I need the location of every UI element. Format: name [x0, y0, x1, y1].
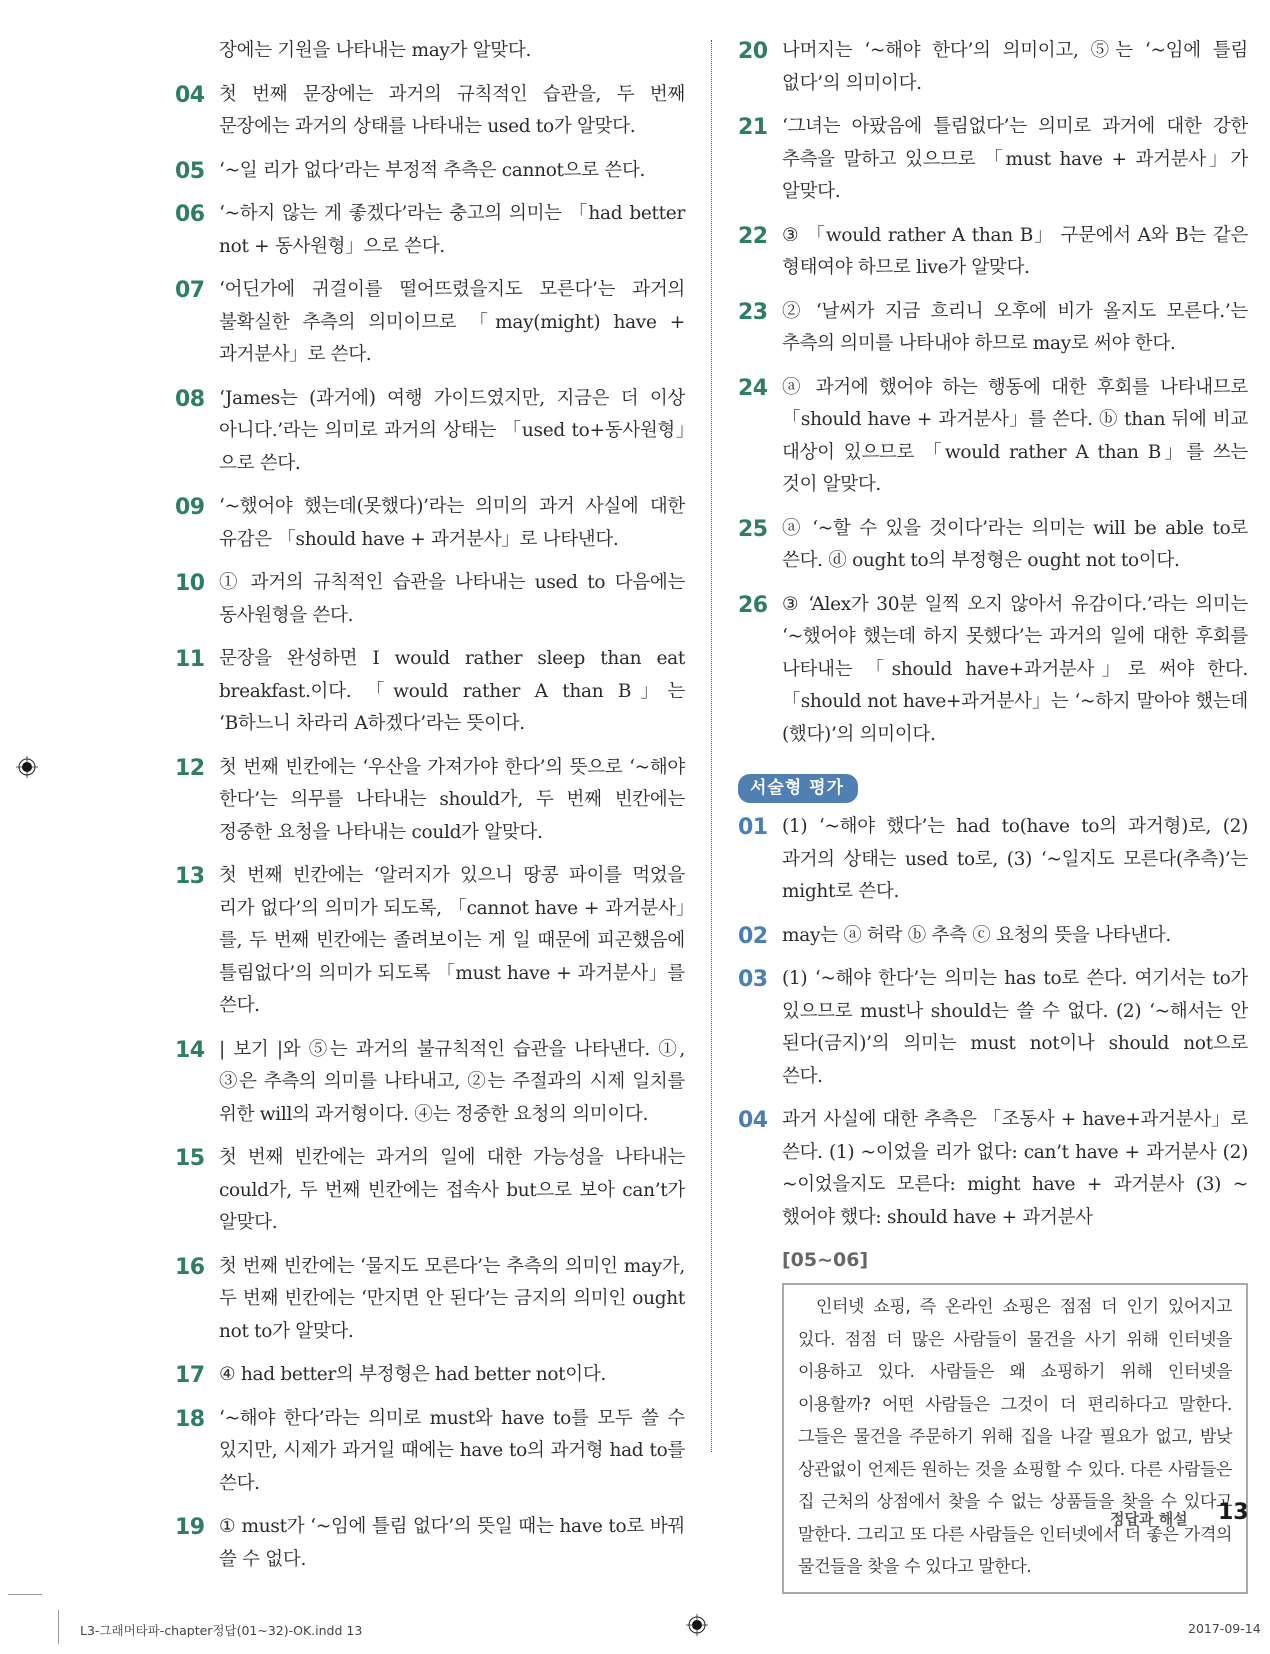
right-column: [738, 35, 1248, 1594]
answer-text: 나머지는 ‘~해야 한다’의 의미이고, ⑤는 ‘~임에 틀림 없다’의 의미이다.: [782, 40, 1248, 94]
answer-number: 15: [175, 1146, 205, 1171]
answer-text: ‘~했어야 했는데(못했다)’라는 의미의 과거 사실에 대한 유감은 「should have + 과거분사」로 나타낸다.: [219, 496, 685, 550]
print-slug-filename: L3-그래머타파-chapter정답(01~32)-OK.indd 13: [80, 1623, 363, 1638]
answer-number: 05: [175, 158, 205, 184]
page-number: 13: [1218, 1500, 1249, 1525]
answer-text: ③ ‘Alex가 30분 일찍 오지 않아서 유감이다.’라는 의미는 ‘~했어야 했는데 하지 못했다’는 과거의 일에 대한 후회를 나타내는 「should have+과거분사」로 써야 한다. 「should not have+과거분사」는 ‘~하지 말아야 했는데 (했다)’의 의미이다.: [782, 593, 1248, 745]
answer-number: 18: [175, 1406, 205, 1432]
registration-mark-icon: [16, 756, 38, 778]
answer-number: 09: [175, 495, 205, 520]
passage-range-label: [05~06]: [782, 1249, 869, 1271]
answer-number: 04: [175, 82, 205, 108]
answer-number: 10: [175, 571, 205, 596]
answer-number: 23: [738, 299, 768, 325]
answer-number: 03: [738, 967, 768, 992]
answer-text: 첫 번째 문장에는 과거의 규칙적인 습관을, 두 번째 문장에는 과거의 상태를 나타내는 used to가 알맞다.: [219, 83, 685, 137]
answer-item: [175, 1034, 685, 1132]
written-answer-item: [738, 1104, 1248, 1234]
answer-number: 13: [175, 864, 205, 889]
answer-item: [738, 372, 1248, 502]
answer-text: ‘~하지 않는 게 좋겠다’라는 충고의 의미는 「had better not + 동사원형」으로 쓴다.: [219, 203, 685, 257]
answer-item: [175, 383, 685, 481]
answer-number: 06: [175, 202, 205, 227]
answer-number: 22: [738, 223, 768, 249]
answer-item: [175, 198, 685, 263]
answer-item: [175, 752, 685, 850]
answer-number: 20: [738, 39, 768, 64]
answer-number: 04: [738, 1108, 768, 1133]
answer-text: ⓐ ‘~할 수 있을 것이다’라는 의미는 will be able to로 쓴다. ⓓ ought to의 부정형은 ought not to이다.: [782, 517, 1248, 571]
answer-text: 과거 사실에 대한 추측은 「조동사 + have+과거분사」로 쓴다. (1) ~이었을 리가 없다: can’t have + 과거분사 (2) ~이었을지도 모른다: might have + 과거분사 (3) ~했어야 했다: should have + 과거분사: [782, 1109, 1248, 1228]
answer-text: (1) ‘~해야 한다’는 의미는 has to로 쓴다. 여기서는 to가 있으므로 must나 should는 쓸 수 없다. (2) ‘~해서는 안 된다(금지)’의 의미는 must not이나 should not으로 쓴다.: [782, 968, 1248, 1087]
answer-text: ⓐ 과거에 했어야 하는 행동에 대한 후회를 나타내므로 「should have + 과거분사」를 쓴다. ⓑ than 뒤에 비교 대상이 있으므로 「would rather A than B」를 쓰는 것이 알맞다.: [782, 376, 1248, 495]
answer-number: 16: [175, 1254, 205, 1280]
answer-text: ‘James는 (과거에) 여행 가이드였지만, 지금은 더 이상 아니다.’라는 의미로 과거의 상태는 「used to+동사원형」으로 쓴다.: [219, 387, 685, 474]
answer-number: 19: [175, 1515, 205, 1540]
answer-text: may는 ⓐ 허락 ⓑ 추측 ⓒ 요청의 뜻을 나타낸다.: [782, 924, 1171, 946]
answer-text: (1) ‘~해야 했다’는 had to(have to의 과거형)로, (2) 과거의 상태는 used to로, (3) ‘~일지도 모른다(추측)’는 might로 쓴다.: [782, 816, 1248, 902]
continuation-text: 장에는 기원을 나타내는 may가 알맞다.: [219, 40, 532, 61]
column-divider: [711, 40, 712, 1452]
left-column: [175, 35, 685, 1587]
print-slug-date: 2017-09-14: [1188, 1621, 1261, 1636]
crop-mark: [58, 1610, 59, 1644]
answer-item: [175, 274, 685, 372]
answer-item: [175, 567, 685, 632]
translation-passage-box: 인터넷 쇼핑, 즉 온라인 쇼핑은 점점 더 인기 있어지고 있다. 점점 더 많은 사람들이 물건을 사기 위해 인터넷을 이용하고 있다. 사람들은 왜 쇼핑하기 위해 인터넷을 이용할까? 어떤 사람들은 그것이 더 편리하다고 말한다. 그들은 물건을 주문하기 위해 집을 나갈 필요가 없고, 밤낮 상관없이 언제든 원하는 것을 쇼핑할 수 있다. 다른 사람들은 집 근처의 상점에서 찾을 수 없는 상품들을 찾을 수 있다고 말한다. 그리고 또 다른 사람들은 인터넷에서 더 좋은 가격의 물건들을 찾을 수 있다고 말한다.: [782, 1283, 1248, 1594]
answer-text: 문장을 완성하면 I would rather sleep than eat breakfast.이다. 「would rather A than B」는 ‘B하느니 차라리 A하겠다’라는 뜻이다.: [219, 648, 685, 734]
answer-number: 01: [738, 815, 768, 840]
answer-text: ‘어딘가에 귀걸이를 떨어뜨렸을지도 모른다’는 과거의 불확실한 추측의 의미이므로 「may(might) have + 과거분사」로 쓴다.: [219, 279, 685, 365]
answer-number: 11: [175, 647, 205, 672]
answer-text: 첫 번째 빈칸에는 ‘우산을 가져가야 한다’의 뜻으로 ‘~해야 한다’는 의무를 나타내는 should가, 두 번째 빈칸에는 정중한 요청을 나타내는 could가 알맞다.: [219, 756, 685, 843]
answer-item: [175, 1403, 685, 1501]
answer-item: [738, 513, 1248, 578]
answer-item: [175, 491, 685, 556]
written-answer-item: [738, 920, 1248, 953]
answer-item: [738, 589, 1248, 752]
answer-item: [738, 220, 1248, 285]
answer-number: 14: [175, 1037, 205, 1063]
answer-text: 첫 번째 빈칸에는 ‘물지도 모른다’는 추측의 의미인 may가, 두 번째 빈칸에는 ‘만지면 안 된다’는 금지의 의미인 ought not to가 알맞다.: [219, 1255, 685, 1342]
answer-item: [175, 1359, 685, 1392]
answer-text: ‘그녀는 아팠음에 틀림없다’는 의미로 과거에 대한 강한 추측을 말하고 있으므로 「must have + 과거분사」가 알맞다.: [782, 116, 1248, 202]
answer-item: [175, 1142, 685, 1240]
answer-text: ‘~해야 한다’라는 의미로 must와 have to를 모두 쓸 수 있지만, 시제가 과거일 때에는 have to의 과거형 had to를 쓴다.: [219, 1407, 685, 1494]
answer-number: 07: [175, 278, 205, 303]
answer-text: 첫 번째 빈칸에는 ‘알러지가 있으니 땅콩 파이를 먹었을 리가 없다’의 의미가 되도록, 「cannot have + 과거분사」를, 두 번째 빈칸에는 졸려보이는 게 일 때문에 피곤했음에 틀림없다’의 의미가 되도록 「must have + 과거분사」를 쓴다.: [219, 865, 685, 1016]
answer-item: [738, 35, 1248, 100]
answer-text: ② ‘날씨가 지금 흐리니 오후에 비가 올지도 모른다.’는 추측의 의미를 나타내야 하므로 may로 써야 한다.: [782, 300, 1248, 354]
answer-text: ‘~일 리가 없다’라는 부정적 추측은 cannot으로 쓴다.: [219, 159, 646, 181]
answer-item: [175, 79, 685, 144]
answer-item: [175, 643, 685, 741]
answer-number: 17: [175, 1363, 205, 1388]
answer-number: 08: [175, 386, 205, 412]
answer-text: ① must가 ‘~임에 틀림 없다’의 뜻일 때는 have to로 바꿔 쓸 수 없다.: [219, 1516, 685, 1570]
answer-text: ③ 「would rather A than B」 구문에서 A와 B는 같은 형태여야 하므로 live가 알맞다.: [782, 224, 1248, 278]
written-answer-item: [738, 811, 1248, 909]
registration-mark-icon: [686, 1614, 708, 1636]
answer-item: [738, 296, 1248, 361]
answer-text: ④ had better의 부정형은 had better not이다.: [219, 1364, 607, 1385]
answer-item: [175, 155, 685, 188]
answer-item: [175, 1251, 685, 1349]
answer-number: 25: [738, 516, 768, 542]
answer-item: [175, 1511, 685, 1576]
footer-section-label: 정답과 해설: [1110, 1510, 1188, 1528]
answer-text: ① 과거의 규칙적인 습관을 나타내는 used to 다음에는 동사원형을 쓴다.: [219, 572, 685, 626]
answer-number: 21: [738, 115, 768, 140]
written-answer-item: [738, 963, 1248, 1093]
answer-number: 26: [738, 592, 768, 618]
crop-mark: [8, 1594, 42, 1595]
answer-text: 첫 번째 빈칸에는 과거의 일에 대한 가능성을 나타내는 could가, 두 번째 빈칸에는 접속사 but으로 보아 can’t가 알맞다.: [219, 1147, 685, 1233]
answer-text: | 보기 |와 ⑤는 과거의 불규칙적인 습관을 나타낸다. ①, ③은 추측의 의미를 나타내고, ②는 주절과의 시제 일치를 위한 will의 과거형이다. ④는 정중한 요청의 의미이다.: [219, 1038, 685, 1125]
answer-item: [175, 860, 685, 1023]
answer-item: [738, 111, 1248, 209]
answer-number: 02: [738, 923, 768, 949]
answer-number: 12: [175, 755, 205, 781]
answer-number: 24: [738, 375, 768, 401]
section-badge-written-evaluation: 서술형 평가: [738, 774, 858, 803]
